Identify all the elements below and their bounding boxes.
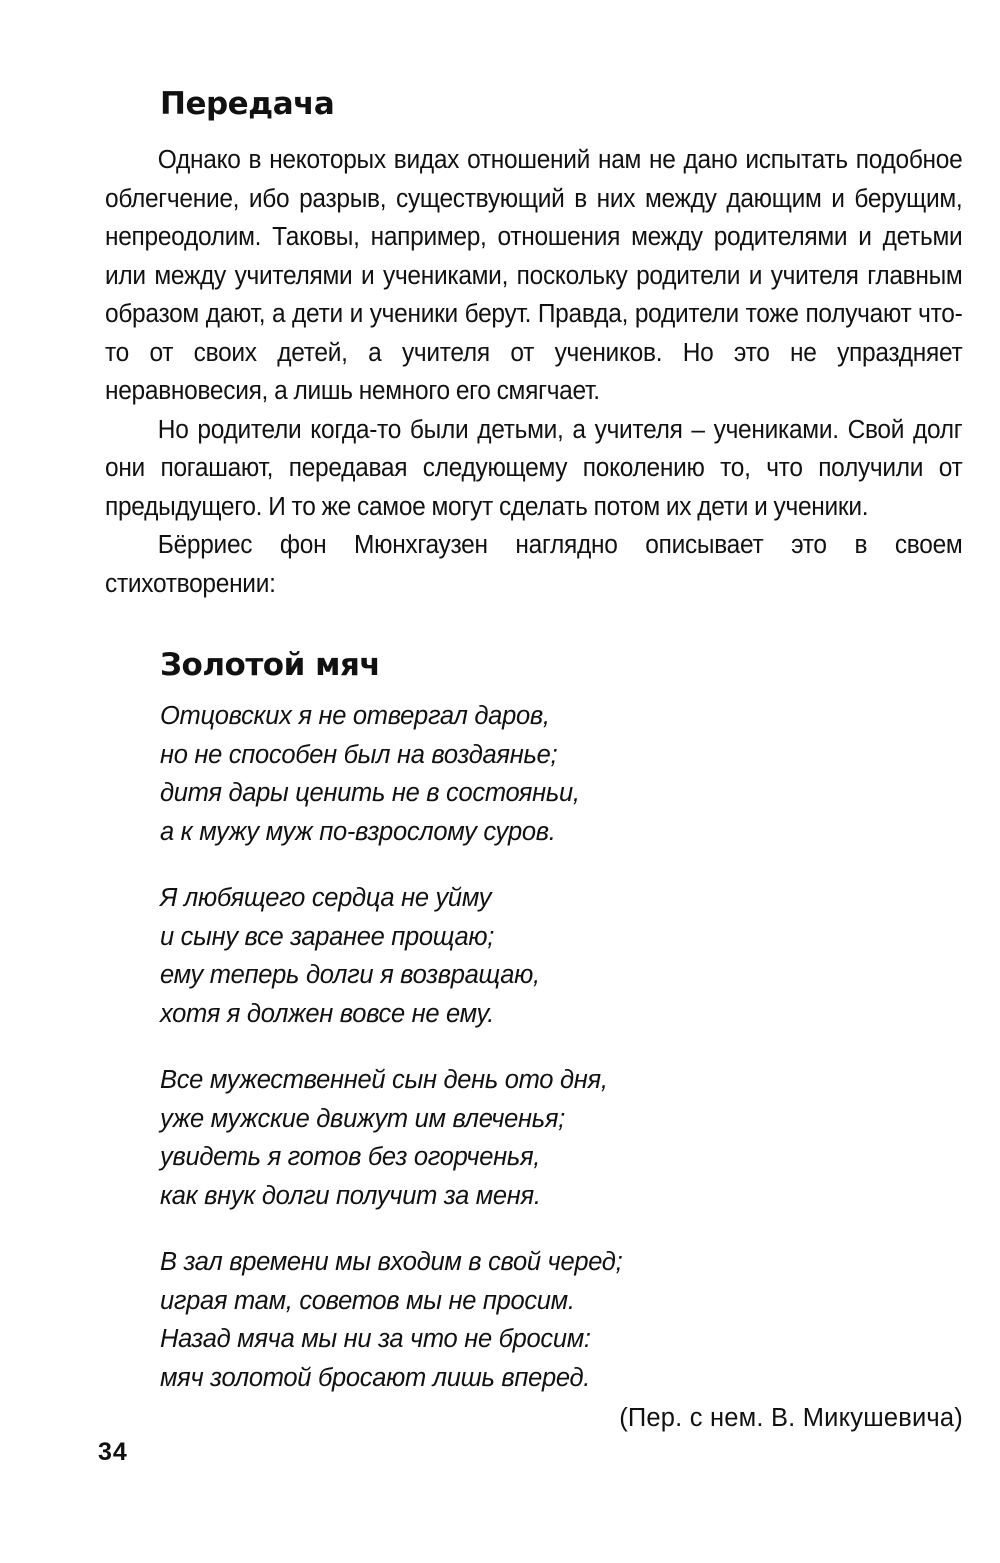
book-page xyxy=(105,80,963,1550)
poem-line: как внук долги получит за меня. xyxy=(160,1181,541,1210)
poem-stanza-1 xyxy=(160,697,963,851)
poem-line: уже мужские движут им влеченья; xyxy=(160,1104,565,1133)
section-title-golden-ball: Золотой мяч xyxy=(160,647,381,683)
poem-line: но не способен был на воздаянье; xyxy=(160,740,558,769)
poem xyxy=(105,697,963,1397)
poem-stanza-4 xyxy=(160,1243,963,1397)
paragraph-2: Но родители когда-то были детьми, а учителя – учениками. Свой долг они погашают, передавая следующему поколению то, что получили от предыдущего. И то же самое могут сделать потом их дети и ученики. xyxy=(105,415,963,521)
page-number: 34 xyxy=(98,1438,128,1466)
poem-line: В зал времени мы входим в свой черед; xyxy=(160,1248,623,1276)
poem-line: хотя я должен вовсе не ему. xyxy=(160,999,495,1028)
poem-line: дитя дары ценить не в состояньи, xyxy=(160,779,580,807)
translation-attribution: (Пер. с нем. В. Микушевича) xyxy=(619,1404,963,1432)
poem-line: а к мужу муж по-взрослому суров. xyxy=(160,817,556,846)
poem-line: Назад мяча мы ни за что не бросим: xyxy=(160,1325,591,1353)
poem-stanza-2 xyxy=(160,879,963,1033)
poem-line: Отцовских я не отвергал даров, xyxy=(160,702,550,730)
section-title-transmission: Передача xyxy=(160,86,335,122)
poem-line: ему теперь долги я возвращаю, xyxy=(160,961,540,989)
poem-line: мяч золотой бросают лишь вперед. xyxy=(160,1363,591,1392)
poem-line: Я любящего сердца не уйму xyxy=(160,884,492,912)
poem-line: увидеть я готов без огорченья, xyxy=(160,1143,541,1171)
poem-line: и сыну все заранее прощаю; xyxy=(160,922,495,951)
paragraph-1: Однако в некоторых видах отношений нам не дано испытать подобное облегчение, ибо разрыв, существующий в них между дающим и берущим, непреодолим. Таковы, например, отношения между родителями и детьми или между учителями и учениками, поскольку родители и учителя главным образом дают, а дети и ученики берут. Правда, родители тоже получают что-то от своих детей, а учителя от учеников. Но это не упраздняет неравновесия, а лишь немного его смягчает. xyxy=(105,146,963,405)
poem-line: играя там, советов мы не просим. xyxy=(160,1286,575,1315)
paragraph-3: Бёрриес фон Мюнхгаузен наглядно описывает это в своем стихотворении: xyxy=(105,531,963,598)
poem-line: Все мужественней сын день ото дня, xyxy=(160,1066,608,1094)
poem-stanza-3 xyxy=(160,1061,963,1215)
